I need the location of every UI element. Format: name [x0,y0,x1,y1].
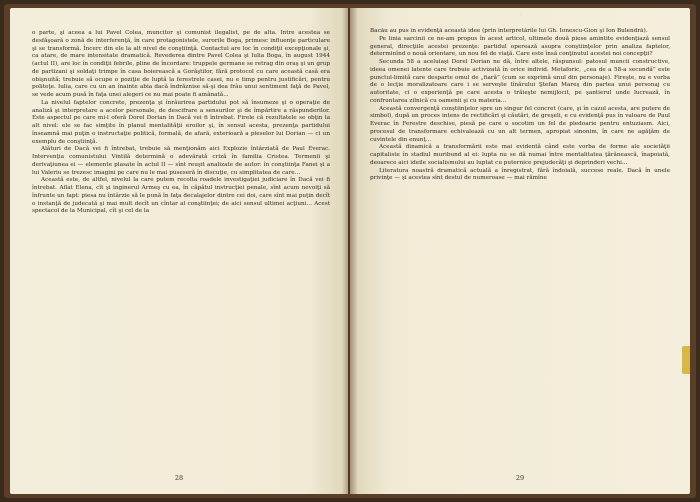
paragraph: Secunda 58 a aceluiaşi Dorel Dorian ne dă, între altele, răspunsul: patosul muncii constructive, ideea omenei latente care trebuie activizată în orice individ. Metaforic, „cea de a 58-a secundă” este punctul-limită care desparte omul de „fiară” (cum se exprimă unul din personaje). Fireşte, nu e vorba de o lecţie moralizatoare care i se serveşte tînărului Ştefan Mareş din partea unui personaj cu autoritate, ci o experienţă pe care acesta o trăieşte nemijlocit, pe şantierul unde lucrează, în confruntarea zilnică cu oamenii şi cu materia... [370,59,670,104]
book-spread [4,4,696,498]
paragraph: La nivelul faptelor concrete, prezenţa şi înrâurirea partidului pot să însumeze şi o operaţie de analiză şi interpretare a acelor personale, de descifrare a sensurilor şi de împărtire a răspunderilor. Este aspectul pe care mi-l oferă Dorel Dorian în Dacă vei fi întrebat. Firele că rezultatele se obţin la alt nivel: ele se fac simţite în planul mentalităţii eroilor şi, în sensul acesta, prezenţa partidului înseamnă mai puţin o instructaţie politică, formală, de afară, exterioară a pieselor lui Dorian — ci un exemplu de conştiinţă. [32,99,330,145]
page-number-right: 29 [515,474,525,482]
right-page [350,8,690,494]
paragraph: Alături de Dacă vei fi întrebat, trebuie să menţionăm aici Explozie întârziată de Paul Everac. Intervenţia comunistului Vintilă determină o adevărată criză în familia Cristea. Termenii şi derivaţiunea ei — elemente plasate în actul II — sînt reuşit analizate de autor: în conştiinţa Fanei şi a lui Valeriu se trezesc imagini pe care nu le mai puseseră în discuţie, cu simplitatea de care... [32,146,330,176]
left-page [10,8,348,494]
paragraph: Această convergenţă conştiinţelor spre un singur fel concret (care, şi în cazul acesta, are putere de simbol), după un proces intens de rectificări şi căutări, de greşeli, e cu evidenţă pus în valoare de Paul Everac în Ferestre deschise, piesă pe care o socotim un fel de pledoarie pentru entuziasm. Aici, procesul de transformare echivalează cu un alt termen, apropiat sinonim, în care ne agăţăm de cuvintele din enunţ... [370,105,670,143]
page-thumb-tab [682,346,690,374]
print-mark: · [520,12,522,17]
paragraph: Pe linia sarcinii ce ne-am propus în acest articol, ultimele două piese amintite evidenţiază sensul general, direcţiile acestei prezenţe: partidul operează asupra conştiinţelor prin analiza faptelor, determinînd o nouă orientare, un nou fel de viaţă. Care este însă conţinutul acestei noi concepţii? [370,35,670,58]
paragraph: Această este, de altfel, nivelul la care putem recolta roadele investigaţiei judiciare în Dacă vei fi întrebat. Aflat Elena, cît şi inginerul Armeş cu ea, în căpătul instrucţiei penale, sînt acum nevoiţi să înfrunte un fapt: piesa nu întârzie să le pună în faţa decalajelor dintre cei doi, care sînt mai puţin decît o instanţă de judecată şi mai mult decît un cîntar al conştiinţei; de aici sensul ultimei acţiuni... Acest spectacol de la Municipal, cît şi cel de la [32,177,330,215]
paragraph: o parte, şi aceea a lui Pavel Colea, muncitor şi comunist ilegalist, pe de alta. Între acestea se desfăşoară o zonă de interferenţă, în care protagonistele, surorile Boga, primesc influenţe particulare şi se transformă. Încerc din ele la alt nivel de conştiinţă. Contactul are loc în condiţii excepţionale şi, ca atare, de mare intensitate dramatică. Revederea dintre Pavel Colea şi Iulia Boga, în august 1944 (actul II), are loc în condiţii febrile, pline de încordare: truppele germane se retrag din oraş şi un grup de partizani şi soldaţi trimpe în casa boierească a Gorăştilor, fără protocol cu care această casă era obişnuită; trebuie să ocupe o poziţie de luptă la ferestrele casei, nu e timp pentru justificări, pentru politeţe. Iulia, care cu un an înainte abia dacă îndrăznise să-şi dea frâu unui sentiment faţă de Pavel, se vede acum pusă în faţa unei alegeri ce nu mai poate fi amânată... [32,30,330,98]
paragraph: Bacău au pus în evidenţă această idee (prin interpretările lui Gh. Ionescu-Gion şi Ion Bulendră). [370,28,648,34]
page-number-left: 28 [174,474,184,482]
left-text-column [32,30,330,455]
right-text-column [370,28,670,453]
paragraph: Literatura noastră dramatică actuală a înregistrat, fără îndoială, succese reale. Dacă în unele privinţe — şi acestea sînt destul de numeroase — mai rămîne [370,167,670,182]
paragraph: Această dinamică a transformării este mai evidentă când este vorba de forme ale societăţii capitaliste în stadiul muribund al ei: lupta nu se dă numai între mentalitatea ţărănească, înapoiată, deoarece aici ideile socialismului au luptat cu puternice prejudecăţi şi deprinderi vechi... [370,144,670,166]
